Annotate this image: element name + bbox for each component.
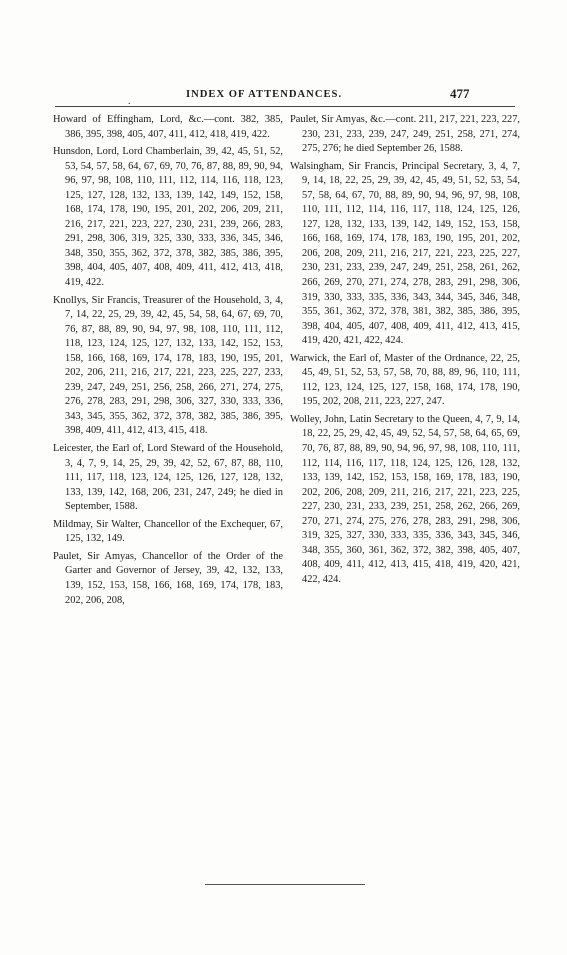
header-dot: . bbox=[128, 96, 131, 107]
index-entry: Paulet, Sir Amyas, Chancellor of the Order of the Garter and Governor of Jersey, 39, 42, 132, 133, 139, 152, 153, 158, 166, 168, 169, 174, 178, 183, 202, 206, 208, bbox=[53, 550, 283, 606]
index-entry: Hunsdon, Lord, Lord Chamberlain, 39, 42, 45, 51, 52, 53, 54, 57, 58, 64, 67, 69, 70, 76, 87, 88, 89, 90, 94, 96, 97, 98, 108, 110, 111, 112, 114, 116, 118, 123, 125, 127, 128, 132, 133, 139, 142, 149, 152, 158, 168, 174, 178, 190, 195, 201, 202, 206, 209, 211, 216, 217, 221, 223, 227, 230, 231, 239, 266, 283, 291, 298, 306, 319, 325, 330, 333, 336, 345, 346, 348, 350, 355, 362, 372, 378, 382, 385, 386, 395, 398, 404, 405, 407, 408, 409, 411, 412, 413, 418, 419, 422. bbox=[53, 146, 283, 289]
index-entry: Paulet, Sir Amyas, &c.—cont. 211, 217, 221, 223, 227, 230, 231, 233, 239, 247, 249, 251, 258, 271, 274, 275, 276; he died September 26, 1588. bbox=[290, 114, 520, 155]
running-head: INDEX OF ATTENDANCES. bbox=[186, 89, 343, 100]
index-entry: Howard of Effingham, Lord, &c.—cont. 382, 385, 386, 395, 398, 405, 407, 411, 412, 418, 419, 422. bbox=[53, 114, 283, 140]
header-rule bbox=[55, 106, 515, 107]
left-column bbox=[53, 113, 283, 611]
right-column bbox=[290, 113, 520, 591]
index-entry: Wolley, John, Latin Secretary to the Queen, 4, 7, 9, 14, 18, 22, 25, 29, 42, 45, 49, 52, 54, 57, 58, 64, 65, 69, 70, 76, 87, 88, 89, 90, 94, 96, 97, 98, 108, 110, 111, 112, 114, 116, 117, 118, 124, 125, 126, 128, 132, 133, 139, 142, 152, 153, 158, 169, 178, 183, 190, 202, 206, 208, 209, 211, 216, 217, 221, 223, 225, 227, 230, 231, 233, 239, 251, 258, 262, 266, 269, 270, 271, 274, 275, 276, 278, 283, 291, 298, 306, 319, 325, 327, 330, 333, 335, 336, 343, 345, 346, 348, 355, 360, 361, 362, 372, 382, 398, 405, 407, 408, 409, 411, 412, 413, 415, 418, 419, 420, 421, 422, 424. bbox=[290, 413, 520, 585]
index-entry: Walsingham, Sir Francis, Principal Secretary, 3, 4, 7, 9, 14, 18, 22, 25, 29, 39, 42, 45, 49, 51, 52, 53, 54, 57, 58, 64, 67, 70, 88, 89, 90, 94, 96, 97, 98, 108, 110, 111, 112, 114, 116, 117, 118, 124, 125, 126, 127, 128, 132, 133, 139, 142, 149, 152, 153, 158, 166, 168, 169, 174, 178, 183, 190, 195, 201, 202, 206, 208, 209, 211, 216, 217, 221, 223, 225, 227, 230, 231, 233, 239, 247, 249, 251, 258, 261, 262, 266, 269, 270, 271, 274, 278, 283, 291, 298, 306, 319, 330, 333, 335, 336, 343, 344, 345, 346, 348, 355, 361, 362, 372, 378, 381, 382, 385, 386, 395, 398, 404, 405, 407, 408, 409, 411, 412, 413, 415, 419, 420, 421, 422, 424. bbox=[290, 160, 520, 347]
index-entry: Mildmay, Sir Walter, Chancellor of the Exchequer, 67, 125, 132, 149. bbox=[53, 518, 283, 545]
index-entry: Leicester, the Earl of, Lord Steward of the Household, 3, 4, 7, 9, 14, 25, 29, 39, 42, 52, 67, 87, 88, 110, 111, 117, 118, 123, 124, 125, 126, 127, 128, 132, 133, 139, 142, 168, 206, 231, 247, 249; he died in September, 1588. bbox=[53, 443, 283, 513]
end-rule bbox=[205, 884, 365, 885]
page-number: 477 bbox=[450, 86, 470, 101]
index-entry: Knollys, Sir Francis, Treasurer of the Household, 3, 4, 7, 14, 22, 25, 29, 39, 42, 45, 54, 58, 64, 67, 69, 70, 76, 87, 88, 89, 90, 94, 97, 98, 108, 110, 111, 112, 118, 123, 124, 125, 127, 132, 133, 142, 152, 153, 158, 166, 168, 169, 174, 178, 183, 190, 195, 201, 202, 206, 211, 216, 217, 221, 223, 225, 227, 233, 239, 247, 249, 251, 256, 258, 266, 271, 274, 275, 276, 278, 283, 291, 298, 306, 327, 330, 333, 336, 343, 345, 355, 362, 372, 378, 382, 385, 386, 395, 398, 409, 411, 412, 413, 415, 418. bbox=[53, 294, 283, 437]
index-entry: Warwick, the Earl of, Master of the Ordnance, 22, 25, 45, 49, 51, 52, 53, 57, 58, 70, 88, 89, 96, 110, 111, 112, 123, 124, 125, 127, 158, 168, 174, 178, 190, 195, 202, 208, 211, 223, 227, 247. bbox=[290, 352, 520, 408]
